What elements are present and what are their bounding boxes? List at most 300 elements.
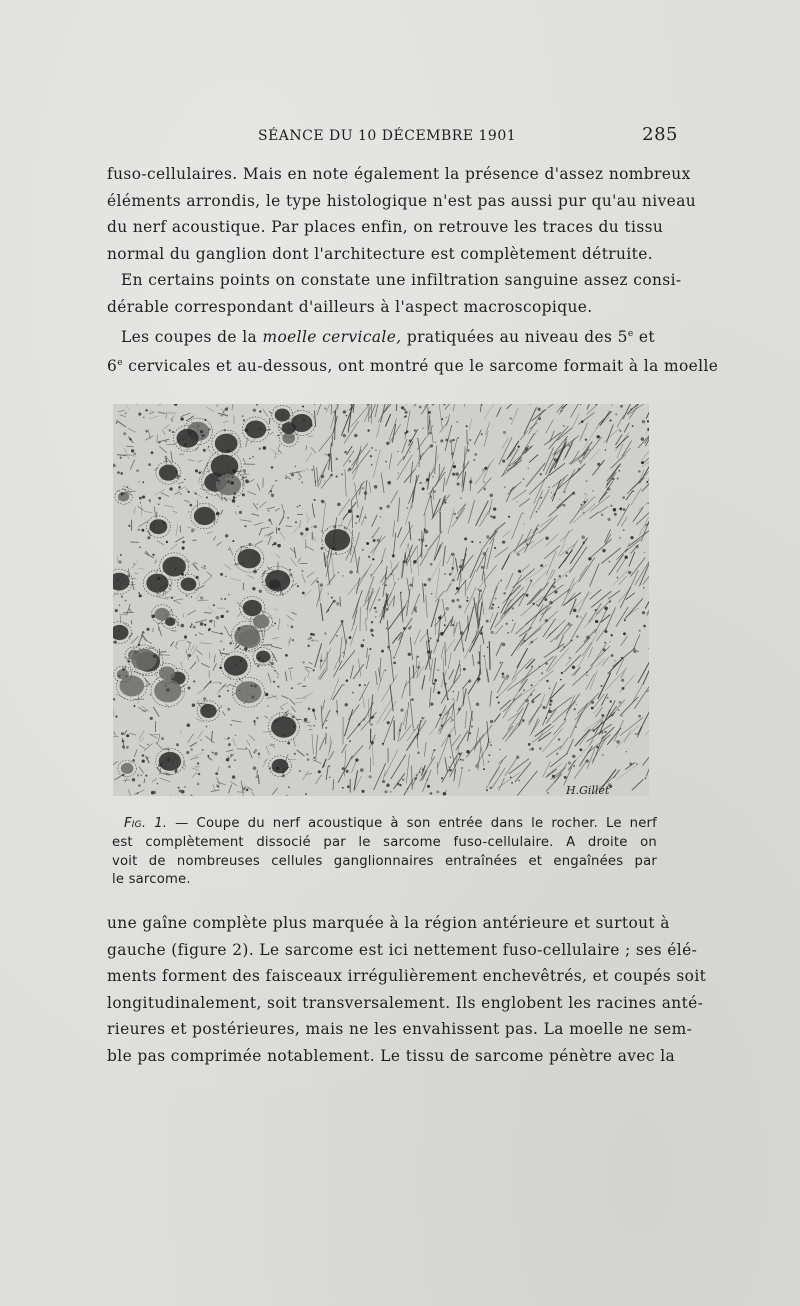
nucleus-dot	[138, 784, 141, 787]
nucleus-dot	[483, 768, 485, 770]
nucleus-dot	[609, 601, 611, 603]
nucleus-dot	[116, 422, 118, 424]
nucleus-dot	[276, 767, 279, 770]
nucleus-dot	[182, 691, 183, 692]
nucleus-dot	[228, 766, 231, 769]
nucleus-dot	[560, 410, 562, 412]
nucleus-dot	[523, 640, 525, 642]
nucleus-dot	[637, 651, 638, 652]
nucleus-dot	[227, 708, 230, 711]
nucleus-dot	[268, 519, 271, 522]
nucleus-dot	[288, 786, 290, 788]
nucleus-dot	[374, 607, 377, 610]
nucleus-dot	[481, 433, 483, 435]
nucleus-dot	[273, 681, 275, 683]
nucleus-dot	[623, 508, 626, 511]
nucleus-dot	[287, 742, 290, 745]
nucleus-dot	[228, 594, 230, 596]
nucleus-dot	[603, 648, 606, 651]
nucleus-dot	[486, 620, 489, 623]
nucleus-dot	[282, 774, 285, 777]
nucleus-dot	[448, 734, 451, 737]
nucleus-dot	[253, 766, 257, 770]
nucleus-dot	[371, 634, 373, 636]
nucleus-dot	[291, 687, 293, 689]
nucleus-dot	[429, 432, 432, 435]
nucleus-dot	[203, 565, 205, 567]
nucleus-dot	[612, 478, 615, 481]
nucleus-dot	[181, 624, 185, 628]
nucleus-dot	[604, 642, 606, 644]
nucleus-dot	[397, 783, 400, 786]
nucleus-dot	[601, 738, 602, 739]
ganglion-cell	[275, 409, 290, 422]
nucleus-dot	[530, 694, 532, 696]
nucleus-dot	[545, 619, 548, 622]
nucleus-dot	[180, 417, 183, 420]
nucleus-dot	[385, 584, 387, 586]
nucleus-dot	[127, 486, 129, 488]
fiber-stroke	[286, 526, 292, 527]
nucleus-dot	[139, 547, 140, 548]
nucleus-dot	[392, 554, 395, 557]
nucleus-dot	[324, 480, 325, 481]
fiber-stroke	[159, 649, 160, 659]
nucleus-dot	[506, 675, 509, 678]
nucleus-dot	[322, 540, 323, 541]
nucleus-dot	[242, 415, 244, 417]
ganglion-cell	[159, 752, 181, 771]
nucleus-dot	[426, 478, 429, 481]
nucleus-dot	[458, 753, 461, 756]
nucleus-dot	[448, 766, 450, 768]
nucleus-dot	[300, 532, 303, 535]
nucleus-dot	[220, 615, 223, 618]
nucleus-dot	[178, 475, 181, 478]
nucleus-dot	[490, 515, 492, 517]
nucleus-dot	[613, 508, 617, 512]
nucleus-dot	[611, 714, 613, 716]
nucleus-dot	[530, 641, 533, 644]
nucleus-dot	[167, 758, 170, 761]
fiber-stroke	[326, 733, 327, 744]
nucleus-dot	[592, 729, 594, 731]
nucleus-dot	[512, 607, 514, 609]
ganglion-cell	[253, 615, 269, 629]
nucleus-dot	[434, 679, 437, 682]
nucleus-dot	[563, 491, 565, 493]
nucleus-dot	[306, 754, 308, 756]
nucleus-dot	[560, 679, 562, 681]
nucleus-dot	[192, 704, 195, 707]
nucleus-dot	[461, 767, 463, 769]
nucleus-dot	[506, 623, 508, 625]
nucleus-dot	[371, 741, 374, 744]
nucleus-dot	[237, 506, 238, 507]
nucleus-dot	[188, 491, 190, 493]
nucleus-dot	[115, 609, 118, 612]
nucleus-dot	[121, 493, 124, 496]
nucleus-dot	[443, 792, 447, 796]
nucleus-dot	[399, 784, 401, 786]
nucleus-dot	[491, 631, 494, 634]
nucleus-dot	[297, 410, 299, 412]
nucleus-dot	[188, 511, 189, 512]
nucleus-dot	[573, 765, 575, 767]
nucleus-dot	[257, 665, 260, 668]
nucleus-dot	[417, 656, 419, 658]
nucleus-dot	[398, 578, 400, 580]
nucleus-dot	[569, 657, 571, 659]
body-text-top	[107, 161, 719, 380]
nucleus-dot	[372, 558, 374, 560]
nucleus-dot	[620, 405, 623, 408]
nucleus-dot	[259, 428, 261, 430]
nucleus-dot	[362, 549, 364, 551]
nucleus-dot	[152, 615, 156, 619]
text-run: et	[633, 327, 655, 346]
nucleus-dot	[530, 580, 532, 582]
nucleus-dot	[180, 662, 181, 663]
nucleus-dot	[251, 685, 253, 687]
nucleus-dot	[285, 654, 288, 657]
nucleus-dot	[529, 749, 531, 751]
ganglion-cell	[159, 666, 175, 680]
nucleus-dot	[385, 669, 387, 671]
text-line: ments forment des faisceaux irrégulièrement enchevêtrés, et coupés soit	[107, 967, 707, 986]
nucleus-dot	[134, 705, 136, 707]
nucleus-dot	[445, 607, 448, 610]
nucleus-dot	[118, 675, 121, 678]
nucleus-dot	[559, 499, 560, 500]
nucleus-dot	[295, 466, 296, 467]
nucleus-dot	[638, 470, 641, 473]
nucleus-dot	[332, 547, 335, 550]
nucleus-dot	[227, 737, 229, 739]
nucleus-dot	[386, 783, 389, 786]
nucleus-dot	[436, 790, 439, 793]
nucleus-dot	[424, 583, 427, 586]
nucleus-dot	[541, 672, 543, 674]
nucleus-dot	[371, 447, 373, 449]
nucleus-dot	[387, 646, 390, 649]
nucleus-dot	[186, 751, 189, 754]
nucleus-dot	[490, 720, 493, 723]
nucleus-dot	[458, 605, 461, 608]
nucleus-dot	[346, 415, 348, 417]
text-line: En certains points on constate une infiltration sanguine assez consi-	[121, 271, 682, 290]
nucleus-dot	[157, 783, 158, 784]
nucleus-dot	[363, 639, 365, 641]
nucleus-dot	[259, 447, 262, 450]
ganglion-cell	[155, 608, 170, 621]
nucleus-dot	[203, 697, 206, 700]
nucleus-dot	[183, 439, 184, 440]
nucleus-dot	[484, 655, 485, 656]
nucleus-dot	[477, 589, 479, 591]
nucleus-dot	[212, 752, 214, 754]
nucleus-dot	[174, 754, 175, 755]
nucleus-dot	[235, 735, 236, 736]
nucleus-dot	[131, 449, 134, 452]
nucleus-dot	[453, 465, 456, 468]
nucleus-dot	[285, 477, 287, 479]
nucleus-dot	[548, 710, 551, 713]
nucleus-dot	[492, 603, 494, 605]
nucleus-dot	[576, 635, 578, 637]
nucleus-dot	[601, 685, 603, 687]
nucleus-dot	[479, 589, 482, 592]
nucleus-dot	[375, 449, 377, 451]
nucleus-dot	[576, 615, 579, 618]
nucleus-dot	[409, 451, 410, 452]
nucleus-dot	[579, 748, 582, 751]
caption-line: le sarcome.	[112, 872, 191, 888]
nucleus-dot	[122, 740, 125, 743]
nucleus-dot	[122, 669, 124, 671]
nucleus-dot	[572, 492, 575, 495]
nucleus-dot	[618, 470, 620, 472]
nucleus-dot	[609, 419, 611, 421]
nucleus-dot	[488, 761, 490, 763]
nucleus-dot	[301, 482, 303, 484]
nucleus-dot	[384, 790, 387, 793]
nucleus-dot	[643, 587, 644, 588]
nucleus-dot	[220, 573, 223, 576]
nucleus-dot	[320, 583, 323, 586]
nucleus-dot	[165, 591, 166, 592]
nucleus-dot	[313, 725, 314, 726]
nucleus-dot	[209, 628, 211, 630]
nucleus-dot	[576, 704, 577, 705]
nucleus-dot	[499, 749, 500, 750]
nucleus-dot	[413, 729, 415, 731]
nucleus-dot	[263, 446, 266, 449]
nucleus-dot	[469, 480, 472, 483]
nucleus-dot	[635, 733, 637, 735]
ganglion-cell	[150, 519, 168, 534]
nucleus-dot	[486, 789, 488, 791]
nucleus-dot	[403, 627, 406, 630]
nucleus-dot	[311, 640, 313, 642]
nucleus-dot	[243, 419, 245, 421]
nucleus-dot	[329, 777, 330, 778]
nucleus-dot	[218, 483, 220, 485]
ganglion-cell	[194, 507, 216, 525]
nucleus-dot	[150, 717, 153, 720]
nucleus-dot	[244, 428, 247, 431]
nucleus-dot	[158, 441, 161, 444]
nucleus-dot	[610, 700, 612, 702]
nucleus-dot	[136, 469, 139, 472]
nucleus-dot	[181, 790, 185, 794]
nucleus-dot	[129, 438, 131, 440]
nucleus-dot	[225, 534, 228, 537]
nucleus-dot	[578, 468, 580, 470]
nucleus-dot	[226, 758, 229, 761]
nucleus-dot	[321, 475, 324, 478]
nucleus-dot	[435, 442, 436, 443]
nucleus-dot	[647, 420, 649, 422]
nucleus-dot	[162, 520, 164, 522]
ganglion-cell	[146, 574, 168, 593]
nucleus-dot	[647, 503, 648, 504]
nucleus-dot	[158, 497, 161, 500]
nucleus-dot	[190, 626, 192, 628]
nucleus-dot	[469, 732, 471, 734]
nucleus-dot	[166, 688, 170, 692]
nucleus-dot	[271, 466, 274, 469]
text-line: gauche (figure 2). Le sarcome est ici nettement fuso-cellulaire ; ses élé-	[107, 940, 698, 959]
nucleus-dot	[249, 458, 251, 460]
nucleus-dot	[152, 554, 154, 556]
nucleus-dot	[307, 758, 310, 761]
nucleus-dot	[592, 490, 593, 491]
nucleus-dot	[586, 480, 588, 482]
nucleus-dot	[549, 688, 551, 690]
nucleus-dot	[564, 776, 567, 779]
nucleus-dot	[349, 636, 352, 639]
nucleus-dot	[474, 604, 476, 606]
nucleus-dot	[324, 660, 325, 661]
nucleus-dot	[468, 680, 471, 683]
nucleus-dot	[633, 649, 637, 653]
nucleus-dot	[292, 639, 294, 641]
nucleus-dot	[242, 476, 245, 479]
ganglion-cell	[216, 474, 241, 496]
nucleus-dot	[335, 458, 338, 461]
nucleus-dot	[523, 720, 525, 722]
nucleus-dot	[302, 592, 305, 595]
nucleus-dot	[602, 754, 603, 755]
nucleus-dot	[523, 689, 525, 691]
nucleus-dot	[299, 770, 301, 772]
nucleus-dot	[358, 723, 361, 726]
nucleus-dot	[156, 592, 158, 594]
superscript: e	[117, 358, 123, 369]
nucleus-dot	[632, 425, 634, 427]
nucleus-dot	[579, 460, 581, 462]
nucleus-dot	[428, 640, 430, 642]
nucleus-dot	[531, 748, 534, 751]
nucleus-dot	[452, 579, 455, 582]
nucleus-dot	[215, 772, 218, 775]
nucleus-dot	[605, 449, 606, 450]
nucleus-dot	[621, 657, 623, 659]
nucleus-dot	[457, 482, 460, 485]
nucleus-dot	[223, 648, 225, 650]
nucleus-dot	[274, 720, 276, 722]
nucleus-dot	[127, 660, 130, 663]
nucleus-dot	[325, 727, 327, 729]
nucleus-dot	[482, 469, 484, 471]
nucleus-dot	[228, 549, 229, 550]
nucleus-dot	[457, 437, 459, 439]
nucleus-dot	[141, 529, 144, 532]
nucleus-dot	[448, 698, 449, 699]
nucleus-dot	[244, 525, 246, 527]
nucleus-dot	[304, 718, 308, 722]
nucleus-dot	[134, 453, 136, 455]
nucleus-dot	[441, 418, 443, 420]
nucleus-dot	[498, 607, 499, 608]
nucleus-dot	[617, 477, 619, 479]
nucleus-dot	[184, 786, 185, 787]
nucleus-dot	[268, 510, 270, 512]
nucleus-dot	[231, 473, 232, 474]
nucleus-dot	[228, 756, 229, 757]
nucleus-dot	[563, 504, 566, 507]
body-text-bottom	[107, 910, 707, 1070]
nucleus-dot	[287, 625, 288, 626]
nucleus-dot	[327, 593, 329, 595]
nucleus-dot	[346, 770, 349, 773]
nucleus-dot	[126, 746, 129, 749]
nucleus-dot	[216, 512, 220, 515]
nucleus-dot	[341, 473, 343, 475]
nucleus-dot	[405, 411, 408, 414]
nucleus-dot	[430, 638, 432, 640]
nucleus-dot	[305, 528, 308, 531]
nucleus-dot	[253, 409, 256, 412]
nucleus-dot	[120, 472, 123, 475]
nucleus-dot	[221, 633, 223, 635]
nucleus-dot	[327, 453, 330, 456]
nucleus-dot	[614, 660, 615, 661]
nucleus-dot	[618, 709, 619, 710]
nucleus-dot	[581, 535, 585, 539]
nucleus-dot	[568, 445, 570, 447]
nucleus-dot	[615, 413, 617, 415]
nucleus-dot	[310, 424, 313, 427]
nucleus-dot	[511, 782, 513, 784]
nucleus-dot	[644, 552, 645, 553]
nucleus-dot	[476, 702, 480, 706]
nucleus-dot	[138, 481, 140, 483]
nucleus-dot	[443, 499, 445, 501]
nucleus-dot	[458, 708, 461, 711]
ganglion-cell	[269, 580, 281, 590]
nucleus-dot	[369, 775, 372, 778]
nucleus-dot	[370, 629, 373, 632]
nucleus-dot	[452, 439, 454, 441]
nucleus-dot	[122, 745, 125, 748]
nucleus-dot	[233, 492, 236, 495]
nucleus-dot	[601, 714, 604, 717]
nucleus-dot	[263, 660, 265, 662]
nucleus-dot	[270, 490, 272, 492]
nucleus-dot	[526, 543, 528, 545]
nucleus-dot	[430, 563, 433, 566]
nucleus-dot	[336, 710, 338, 712]
nucleus-dot	[148, 463, 151, 466]
nucleus-dot	[198, 773, 201, 776]
nucleus-dot	[486, 535, 489, 538]
nucleus-dot	[591, 707, 594, 710]
nucleus-dot	[271, 662, 274, 665]
nucleus-dot	[314, 525, 317, 528]
nucleus-dot	[455, 472, 458, 475]
nucleus-dot	[495, 598, 497, 600]
nucleus-dot	[459, 565, 462, 568]
nucleus-dot	[551, 492, 552, 493]
nucleus-dot	[462, 559, 464, 561]
nucleus-dot	[225, 408, 228, 411]
nucleus-dot	[597, 435, 600, 438]
nucleus-dot	[438, 616, 441, 619]
nucleus-dot	[426, 779, 428, 781]
nucleus-dot	[321, 500, 324, 503]
